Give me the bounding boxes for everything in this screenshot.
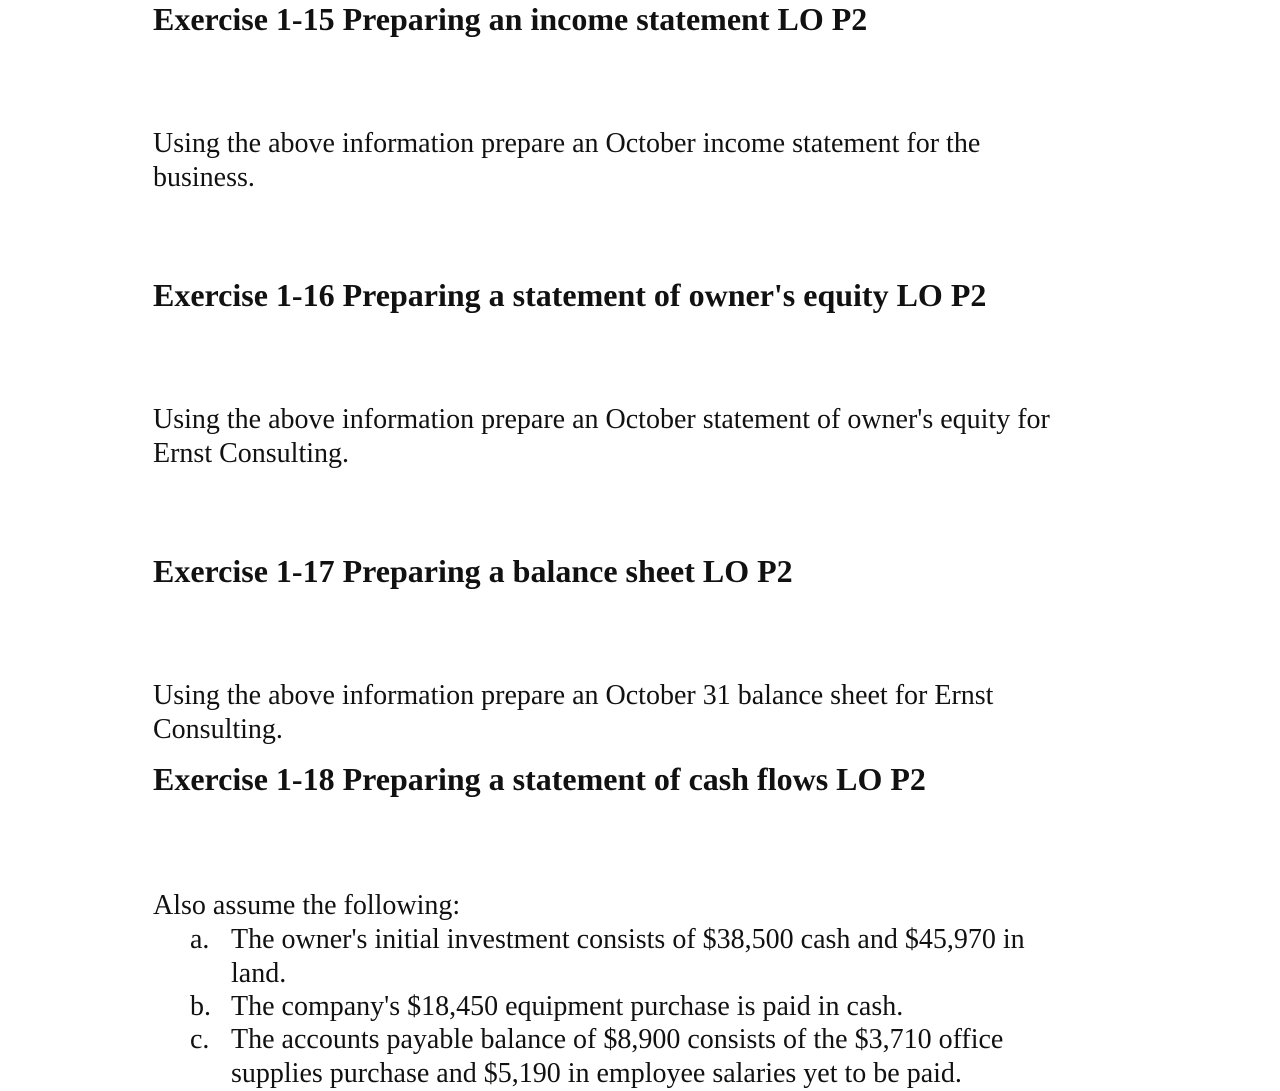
list-marker: a.: [190, 924, 210, 955]
list-item: [153, 1023, 1053, 1091]
list-item-text: The company's $18,450 equipment purchase is paid in cash.: [231, 991, 904, 1022]
exercise-1-18-heading: Exercise 1-18 Preparing a statement of cash flows LO P2: [153, 761, 926, 797]
exercise-1-16-instruction: Using the above information prepare an October statement of owner's equity for Ernst Consulting.: [153, 404, 1050, 469]
exercise-1-15-heading: Exercise 1-15 Preparing an income statement LO P2: [153, 1, 868, 37]
list-item-text: The owner's initial investment consists of $38,500 cash and $45,970 in land.: [231, 924, 1025, 989]
assumptions-list: [153, 923, 1053, 1091]
exercise-1-15-instruction: Using the above information prepare an October income statement for the business.: [153, 128, 981, 193]
exercise-1-16-heading: Exercise 1-16 Preparing a statement of owner's equity LO P2: [153, 277, 987, 313]
list-item: [153, 990, 1053, 1024]
list-marker: b.: [190, 991, 211, 1022]
exercise-1-17-heading: Exercise 1-17 Preparing a balance sheet LO P2: [153, 553, 793, 589]
list-item: [153, 923, 1053, 991]
exercise-1-18-intro: Also assume the following:: [153, 890, 461, 921]
list-item-text: The accounts payable balance of $8,900 consists of the $3,710 office supplies purchase and $5,190 in employee salaries yet to be paid.: [231, 1024, 1004, 1089]
list-marker: c.: [190, 1024, 210, 1055]
exercise-1-17-instruction: Using the above information prepare an October 31 balance sheet for Ernst Consulting.: [153, 680, 994, 745]
